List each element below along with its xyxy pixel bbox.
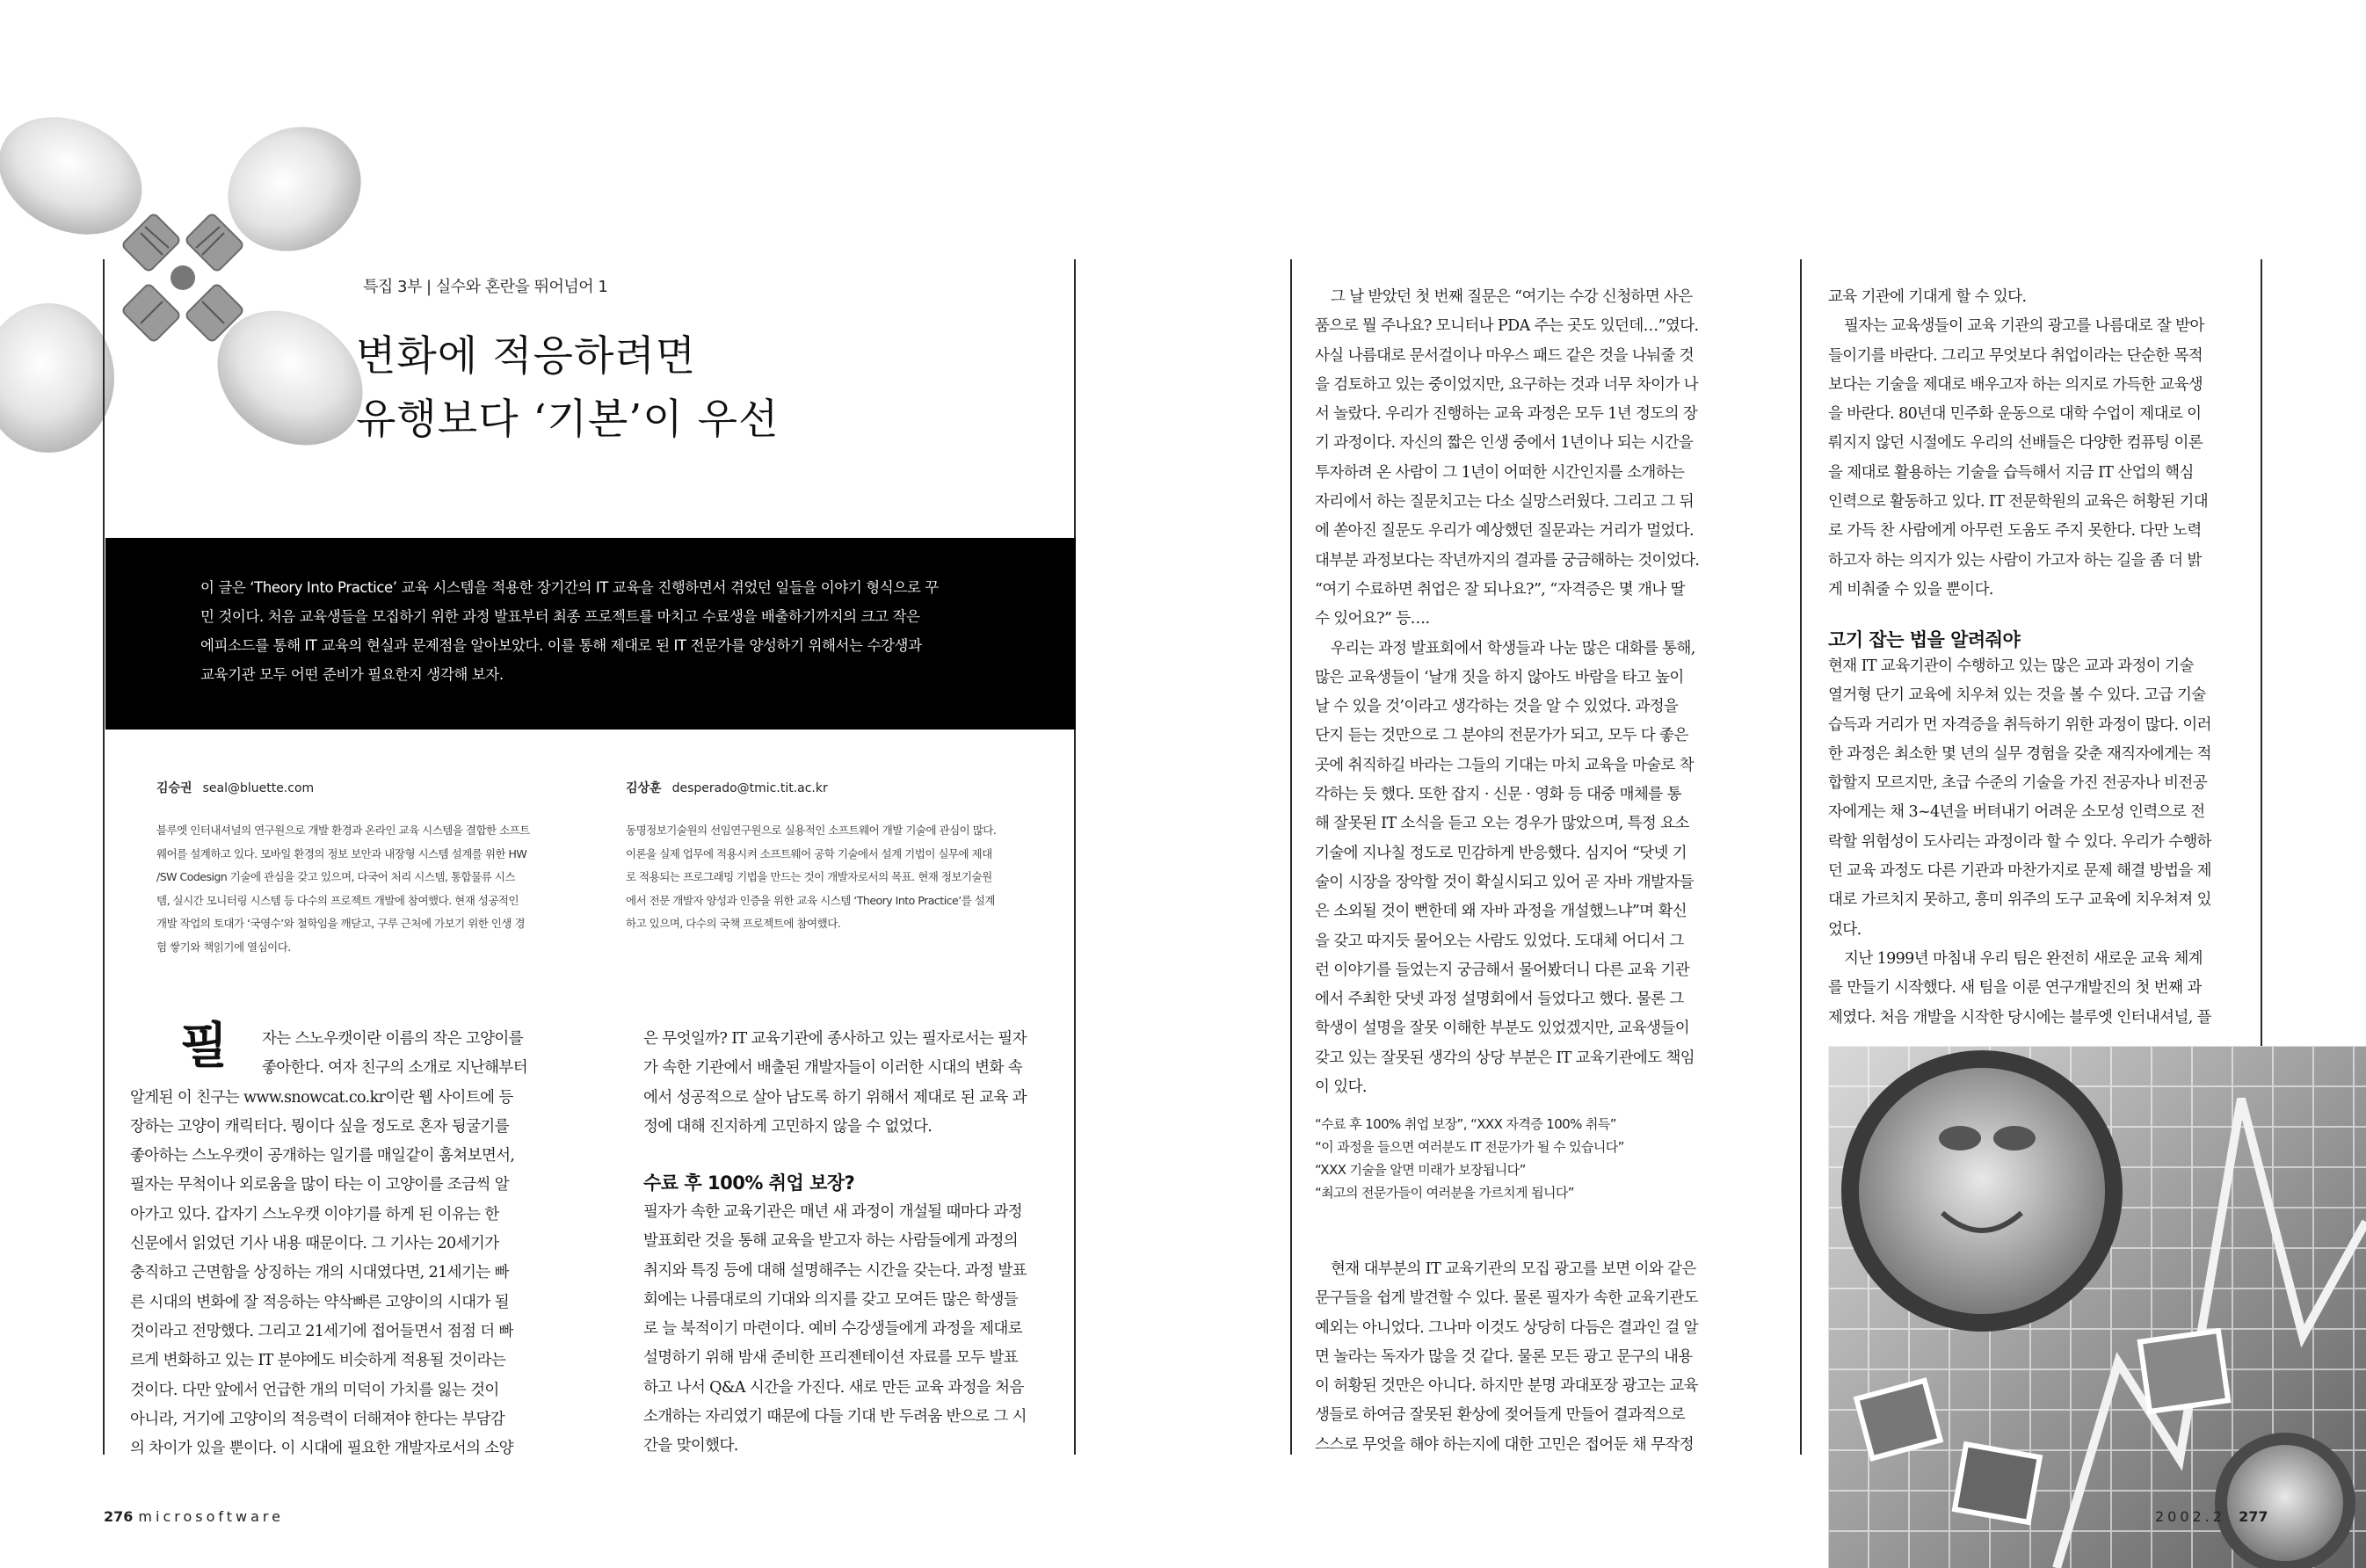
body-line: 하고자 하는 의지가 있는 사람이 가고자 하는 길을 좀 더 밝 <box>1828 551 2202 570</box>
bio-line: 하고 있으며, 다수의 국책 프로젝트에 참여했다. <box>626 917 841 930</box>
author-2 <box>626 779 828 796</box>
bio-line: 템, 실시간 모니터링 시스템 등 다수의 프로젝트 개발에 참여했다. 현재 성공적인 <box>156 893 519 907</box>
body-line: 생들로 하여금 잘못된 환상에 젖어들게 만들어 결과적으로 <box>1315 1406 1686 1425</box>
body-line: 투자하려 온 사람이 그 1년이 어떠한 시간인지를 소개하는 <box>1315 463 1685 482</box>
body-line: 에 쏟아진 질문도 우리가 예상했던 질문과는 거리가 멀었다. <box>1315 522 1695 541</box>
issue-date: 2002.2 <box>2155 1508 2225 1525</box>
body-line: 자리에서 하는 질문치고는 다소 실망스러웠다. 그리고 그 뒤 <box>1315 493 1695 512</box>
body-line: 많은 교육생들이 ‘날개 짓을 하지 않아도 바람을 타고 높이 <box>1315 668 1684 686</box>
body-line: 가 속한 기관에서 배출된 개발자들이 이러한 시대의 변화 속 <box>643 1059 1023 1078</box>
author-email: seal@bluette.com <box>202 781 315 795</box>
intro-line: 민 것이다. 처음 교육생들을 모집하기 위한 과정 발표부터 최종 프로젝트를 마치고 수료생을 배출하기까지의 크고 작은 <box>200 608 920 625</box>
body-line: 아니라, 거기에 고양이의 적응력이 더해져야 한다는 부담감 <box>130 1410 505 1428</box>
body-line: 필자는 무척이나 외로움을 많이 타는 이 고양이를 조금씩 알 <box>130 1176 510 1194</box>
body-line: 회에는 나름대로의 기대와 의지를 갖고 모여든 많은 학생들 <box>643 1290 1019 1309</box>
body-line: 알게된 이 친구는 www.snowcat.co.kr이란 웹 사이트에 등 <box>130 1088 513 1107</box>
body-line: 기 과정이다. 자신의 짧은 인생 중에서 1년이나 되는 시간을 <box>1315 434 1694 453</box>
quote-line: “XXX 기술을 알면 미래가 보장됩니다” <box>1315 1162 1526 1178</box>
body-line: 취지와 특징 등에 대해 설명해주는 시간을 갖는다. 과정 발표 <box>643 1261 1027 1280</box>
body-line: 현재 대부분의 IT 교육기관의 모집 광고를 보면 이와 같은 <box>1331 1260 1696 1278</box>
body-line: 지난 1999년 마침내 우리 팀은 완전히 새로운 교육 체계 <box>1844 949 2203 968</box>
body-line: 을 제대로 활용하는 기술을 습득해서 지금 IT 산업의 핵심 <box>1828 463 2194 482</box>
body-line: 열거형 단기 교육에 치우쳐 있는 것을 볼 수 있다. 고급 기술 <box>1828 686 2206 705</box>
body-line: 신문에서 읽었던 기사 내용 때문이다. 그 기사는 20세기가 <box>130 1235 499 1253</box>
body-line: 학생이 설명을 잘못 이해한 부분도 있었겠지만, 교육생들이 <box>1315 1020 1690 1038</box>
body-line: 대부분 과정보다는 작년까지의 결과를 궁금해하는 것이었다. <box>1315 551 1700 570</box>
body-line: 자에게는 채 3~4년을 버텨내기 어려운 소모성 인력으로 전 <box>1828 803 2205 822</box>
bio-line: 동명정보기술원의 선임연구원으로 실용적인 소프트웨어 개발 기술에 관심이 많다. <box>626 824 997 837</box>
body-line: 것이라고 전망했다. 그리고 21세기에 접어들면서 점점 더 빠 <box>130 1322 513 1340</box>
bio-line: 개발 작업의 토대가 ‘국영수’와 철학임을 깨닫고, 구루 근처에 가보기 위한 인생 경 <box>156 917 526 930</box>
body-column-4-top <box>1828 283 2208 605</box>
folio-left <box>104 1508 284 1525</box>
body-line: 은 소외될 것이 뻔한데 왜 자바 과정을 개설했느냐”며 확신 <box>1315 903 1687 921</box>
intro-line: 교육기관 모두 어떤 준비가 필요한지 생각해 보자. <box>200 666 504 683</box>
body-line: 술이 시장을 장악할 것이 확실시되고 있어 곧 자바 개발자들 <box>1315 873 1695 891</box>
body-line: 을 바란다. 80년대 민주화 운동으로 대학 수업이 제대로 이 <box>1828 405 2202 424</box>
body-line: 것이다. 다만 앞에서 언급한 개의 미덕이 가치를 잃는 것이 <box>130 1381 499 1399</box>
bio-line: /SW Codesign 기술에 관심을 갖고 있으며, 다국어 처리 시스템, 통합물류 시스 <box>156 870 515 883</box>
body-line: 필자가 속한 교육기관은 매년 새 과정이 개설될 때마다 과정 <box>643 1203 1023 1221</box>
body-line: 그 날 받았던 첫 번째 질문은 “여기는 수강 신청하면 사은 <box>1331 288 1693 306</box>
body-line: 대로 가르치지 못하고, 흥미 위주의 도구 교육에 치우쳐져 있 <box>1828 891 2211 910</box>
subhead-fishing: 고기 잡는 법을 알려줘야 <box>1828 629 2021 650</box>
body-line: 제였다. 처음 개발을 시작한 당시에는 블루엣 인터내셔널, 플 <box>1828 1008 2211 1027</box>
body-line: 각하는 듯 했다. 또한 잡지 · 신문 · 영화 등 대중 매체를 통 <box>1315 786 1681 804</box>
body-line: 로 늘 북적이기 마련이다. 예비 수강생들에게 과정을 제대로 <box>643 1320 1023 1339</box>
page-number-right: 277 <box>2239 1508 2268 1525</box>
body-line: 자는 스노우캣이란 이름의 작은 고양이를 <box>262 1030 524 1048</box>
body-line: 하고 나서 Q&A 시간을 가진다. 새로 만든 교육 과정을 처음 <box>643 1378 1024 1397</box>
quote-line: “이 과정을 들으면 여러분도 IT 전문가가 될 수 있습니다” <box>1315 1139 1624 1155</box>
body-column-2-top <box>643 1025 1027 1142</box>
body-line: 갖고 있는 잘못된 생각의 상당 부분은 IT 교육기관에도 책임 <box>1315 1049 1695 1067</box>
body-line: 이 허황된 것만은 아니다. 하지만 분명 과대포장 광고는 교육 <box>1315 1377 1698 1396</box>
body-column-1 <box>130 1025 527 1463</box>
author-1-bio <box>156 819 530 959</box>
body-line: 를 만들기 시작했다. 새 팀을 이룬 연구개발진의 첫 번째 과 <box>1828 979 2202 998</box>
body-column-3-bottom <box>1315 1255 1698 1460</box>
title-line-2: 유행보다 ‘기본’이 우선 <box>356 396 780 444</box>
body-line: 단지 듣는 것만으로 그 분야의 전문가가 되고, 모두 다 좋은 <box>1315 727 1688 745</box>
body-line: 날 수 있을 것’이라고 생각하는 것을 알 수 있었다. 과정을 <box>1315 698 1679 716</box>
body-line: 수 있어요?” 등…. <box>1315 610 1430 628</box>
body-line: 습득과 거리가 먼 자격증을 취득하기 위한 과정이 많다. 이러 <box>1828 715 2211 734</box>
body-line: 소개하는 자리였기 때문에 다들 기대 반 두려움 반으로 그 시 <box>643 1408 1027 1426</box>
body-line: 간을 맞이했다. <box>643 1437 738 1455</box>
intro-text <box>200 573 991 689</box>
body-line: 인력으로 활동하고 있다. IT 전문학원의 교육은 허황된 기대 <box>1828 493 2209 512</box>
section-label: 특집 3부 | 실수와 혼란을 뛰어넘어 1 <box>363 278 608 296</box>
left-outer-rule <box>103 259 105 1455</box>
bio-line: 웨어를 설계하고 있다. 모바일 환경의 정보 보안과 내장형 시스템 설계를 위한 HW <box>156 846 527 860</box>
page-number-left: 276 <box>104 1508 134 1525</box>
photo-collage-image <box>1828 1046 2366 1568</box>
body-line: 기술에 지나칠 정도로 민감하게 반응했다. 심지어 “닷넷 기 <box>1315 844 1687 862</box>
body-line: 던 교육 과정도 다른 기관과 마찬가지로 문제 해결 방법을 제 <box>1828 862 2211 881</box>
author-2-bio <box>626 819 996 936</box>
body-line: 에서 성공적으로 살아 남도록 하기 위해서 제대로 된 교육 과 <box>643 1088 1027 1107</box>
body-line: 런 이야기를 들었는지 궁금해서 물어봤더니 다른 교육 기관 <box>1315 961 1690 979</box>
body-line: 은 무엇일까? IT 교육기관에 종사하고 있는 필자로서는 필자 <box>643 1030 1027 1048</box>
body-line: 품으로 뭘 주나요? 모니터나 PDA 주는 곳도 있던데…”였다. <box>1315 317 1699 336</box>
body-line: 정에 대해 진지하게 고민하지 않을 수 없었다. <box>643 1117 933 1136</box>
bio-line: 에서 전문 개발자 양성과 인증을 위한 교육 시스템 ‘Theory Into Practice’를 설계 <box>626 893 995 907</box>
author-1 <box>156 779 314 796</box>
author-name: 김승권 <box>156 781 192 795</box>
body-line: 었다. <box>1828 920 1862 939</box>
quote-line: “최고의 전문가들이 여러분을 가르치게 됩니다” <box>1315 1185 1574 1201</box>
body-line: 현재 IT 교육기관이 수행하고 있는 많은 교과 과정이 기술 <box>1828 657 2194 675</box>
body-line: 한 과정은 최소한 몇 년의 실무 경험을 갖춘 재직자에게는 적 <box>1828 744 2211 763</box>
bio-line: 로 적용되는 프로그래밍 기법을 만드는 것이 개발자로서의 목표. 현재 정보기술원 <box>626 870 992 883</box>
right-outer-rule <box>2261 259 2262 1050</box>
body-line: 을 갖고 따지듯 물어오는 사람도 있었다. 도대체 어디서 그 <box>1315 932 1684 950</box>
folio-right <box>2155 1508 2273 1525</box>
magazine-name: microsoftware <box>138 1508 284 1525</box>
body-line: 예외는 아니었다. 그나마 이것도 상당히 다듬은 결과인 걸 알 <box>1315 1318 1698 1337</box>
title-line-1: 변화에 적응하려면 <box>356 332 697 381</box>
body-line: 곳에 취직하길 바라는 그들의 기대는 마치 교육을 마술로 착 <box>1315 756 1695 774</box>
body-line: 문구들을 쉽게 발견할 수 있다. 물론 필자가 속한 교육기관도 <box>1315 1289 1698 1308</box>
author-email: desperado@tmic.tit.ac.kr <box>671 781 828 795</box>
ad-quotes <box>1315 1113 1624 1204</box>
body-line: 뤄지지 않던 시절에도 우리의 선배들은 다양한 컴퓨팅 이론 <box>1828 434 2203 453</box>
drop-cap: 필 <box>180 1017 229 1075</box>
body-line: 들이기를 바란다. 그리고 무엇보다 취업이라는 단순한 목적 <box>1828 346 2203 365</box>
body-line: 르게 변화하고 있는 IT 분야에도 비슷하게 적용될 것이라는 <box>130 1352 506 1370</box>
photo-collage <box>1828 1046 2366 1568</box>
body-line: 충직하고 근면함을 상징하는 개의 시대였다면, 21세기는 빠 <box>130 1264 509 1282</box>
body-line: 의 차이가 있을 뿐이다. 이 시대에 필요한 개발자로서의 소양 <box>130 1440 513 1458</box>
body-line: 에서 주최한 닷넷 과정 설명회에서 들었다고 했다. 물론 그 <box>1315 991 1684 1009</box>
body-line: 면 놀라는 독자가 많을 것 같다. 물론 모든 광고 문구의 내용 <box>1315 1347 1693 1366</box>
body-line: 발표회란 것을 통해 교육을 받고자 하는 사람들에게 과정의 <box>643 1232 1019 1251</box>
body-line: 사실 나름대로 문서걸이나 마우스 패드 같은 것을 나눠줄 것 <box>1315 346 1695 365</box>
body-column-3-top <box>1315 283 1699 1102</box>
left-inner-rule <box>1074 259 1076 1455</box>
body-line: 게 비춰줄 수 있을 뿐이다. <box>1828 580 1993 599</box>
body-line: 락할 위험성이 도사리는 과정이라 할 수 있다. 우리가 수행하 <box>1828 832 2211 851</box>
subhead-employment: 수료 후 100% 취업 보장? <box>643 1172 855 1194</box>
right-column-rule <box>1800 259 1802 1455</box>
body-column-4-bottom <box>1828 652 2211 1033</box>
body-line: 아가고 있다. 갑자기 스노우캣 이야기를 하게 된 이유는 한 <box>130 1205 499 1223</box>
body-line: “여기 수료하면 취업은 잘 되나요?”, “자격증은 몇 개나 딸 <box>1315 580 1685 599</box>
body-line: 설명하기 위해 밤새 준비한 프리젠테이션 자료를 모두 발표 <box>643 1349 1019 1368</box>
body-line: 른 시대의 변화에 잘 적응하는 약삭빠른 고양이의 시대가 될 <box>130 1293 510 1311</box>
body-line: 스스로 무엇을 해야 하는지에 대한 고민은 접어둔 채 무작정 <box>1315 1435 1695 1454</box>
body-line: 보다는 기술을 제대로 배우고자 하는 의지로 가득한 교육생 <box>1828 375 2203 394</box>
body-line: 로 가득 찬 사람에게 아무런 도움도 주지 못한다. 다만 노력 <box>1828 522 2202 541</box>
body-line: 좋아하는 스노우캣이 공개하는 일기를 매일같이 훔쳐보면서, <box>130 1147 515 1165</box>
bio-line: 험 쌓기와 책읽기에 열심이다. <box>156 940 291 954</box>
body-line: 교육 기관에 기대게 할 수 있다. <box>1828 288 2027 306</box>
bio-line: 이론을 실제 업무에 적용시켜 소프트웨어 공학 기술에서 설계 기법이 실무에 제대 <box>626 846 992 860</box>
intro-line: 이 글은 ‘Theory Into Practice’ 교육 시스템을 적용한 장기간의 IT 교육을 진행하면서 겪었던 일들을 이야기 형식으로 꾸 <box>200 579 939 596</box>
body-column-2-bottom <box>643 1198 1027 1462</box>
body-line: 을 검토하고 있는 중이었지만, 요구하는 것과 너무 차이가 나 <box>1315 375 1698 394</box>
bio-line: 블루엣 인터내셔널의 연구원으로 개발 환경과 온라인 교육 시스템을 결합한 소프트 <box>156 824 530 837</box>
light-bulbs-illustration <box>0 114 369 466</box>
author-name: 김상훈 <box>626 781 662 795</box>
body-line: 해 잘못된 IT 소식을 듣고 오는 경우가 많았으며, 특정 요소 <box>1315 815 1689 833</box>
intro-box <box>105 538 1076 730</box>
body-line: 서 놀랐다. 우리가 진행하는 교육 과정은 모두 1년 정도의 장 <box>1315 405 1698 424</box>
body-line: 이 있다. <box>1315 1078 1367 1097</box>
body-line: 좋아한다. 여자 친구의 소개로 지난해부터 <box>262 1059 527 1078</box>
right-inner-rule <box>1290 259 1292 1455</box>
body-line: 필자는 교육생들이 교육 기관의 광고를 나름대로 잘 받아 <box>1844 317 2204 336</box>
quote-line: “수료 후 100% 취업 보장”, “XXX 자격증 100% 취득” <box>1315 1116 1616 1132</box>
body-line: 합할지 모르지만, 초급 수준의 기술을 가진 전공자나 비전공 <box>1828 774 2208 793</box>
intro-line: 에피소드를 통해 IT 교육의 현실과 문제점을 알아보았다. 이를 통해 제대로 된 IT 전문가를 양성하기 위해서는 수강생과 <box>200 637 922 654</box>
body-line: 장하는 고양이 캐릭터다. 뭥이다 싶을 정도로 혼자 뒹굴기를 <box>130 1117 510 1136</box>
body-line: 우리는 과정 발표회에서 학생들과 나눈 많은 대화를 통해, <box>1331 639 1695 657</box>
